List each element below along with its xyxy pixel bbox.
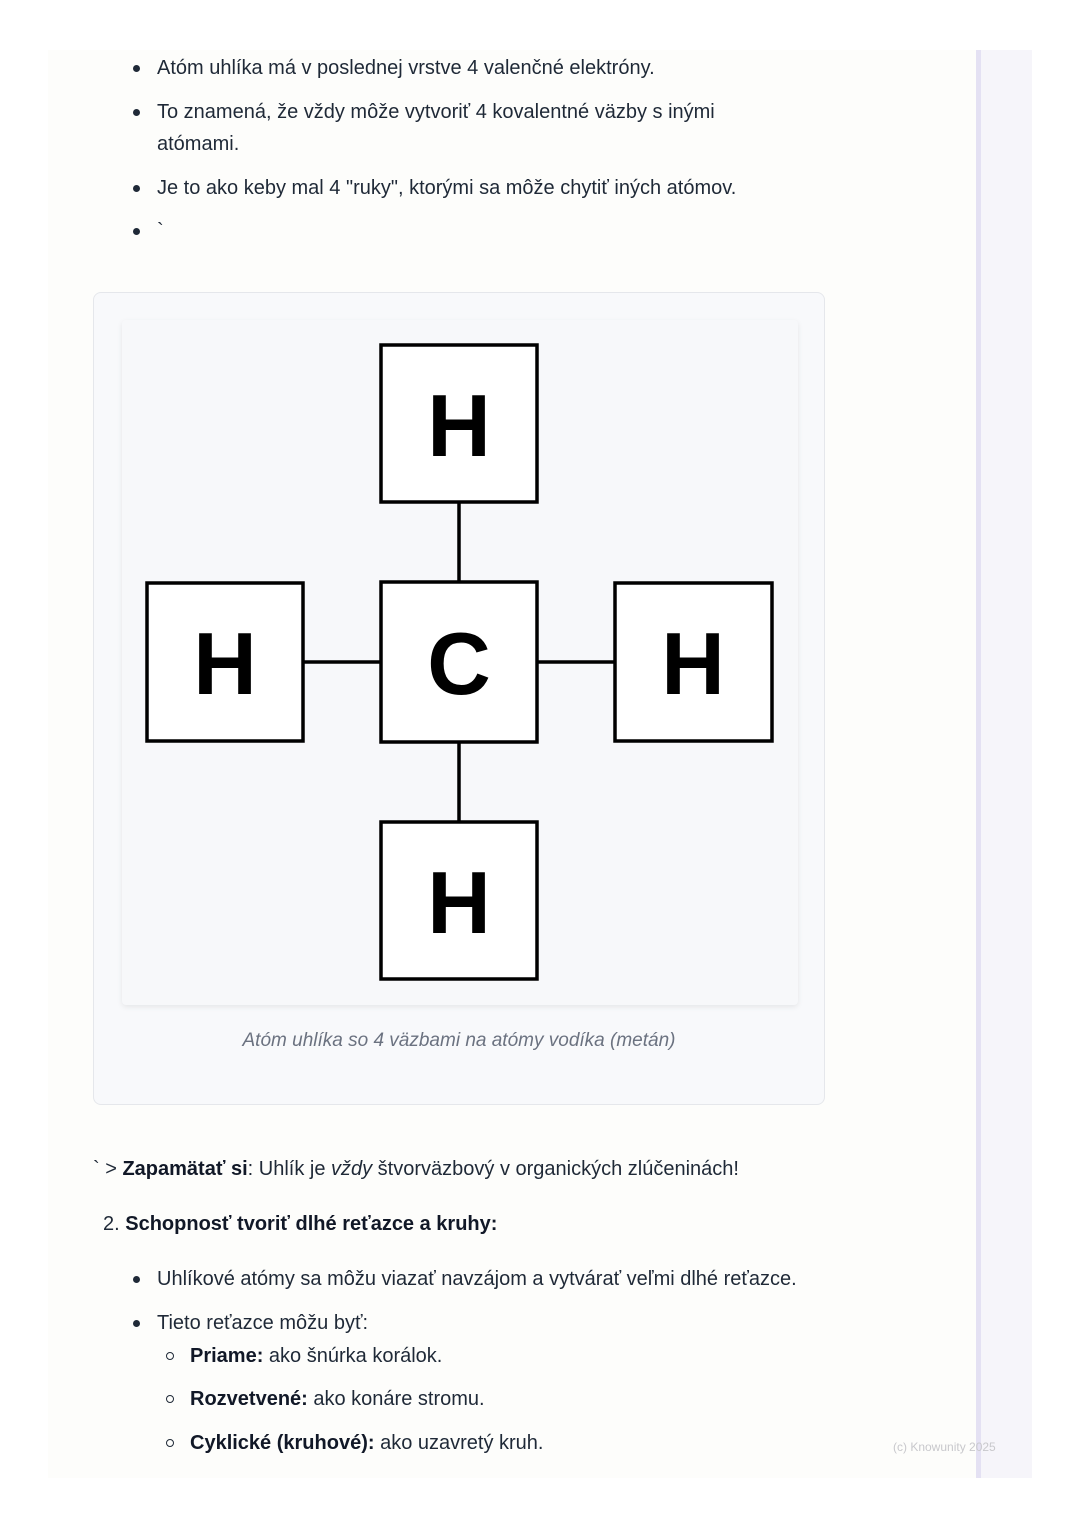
atom-label: H xyxy=(427,853,491,952)
bullet-circle-icon xyxy=(166,1439,174,1447)
remember-note xyxy=(93,1153,739,1185)
remember-text-end: štvorväzbový v organických zlúčeninách! xyxy=(372,1158,739,1180)
remember-emphasis: vždy xyxy=(331,1158,373,1180)
sub-list-item xyxy=(190,1383,485,1415)
sub-item-label: Priame: xyxy=(190,1345,264,1367)
list-item xyxy=(157,96,715,160)
bullet-dot-icon xyxy=(133,185,140,192)
bullet-dot-icon xyxy=(133,1276,140,1283)
section-title: Schopnosť tvoriť dlhé reťazce a kruhy: xyxy=(125,1213,498,1235)
sub-list-item xyxy=(190,1427,543,1459)
list-item-text: Atóm uhlíka má v poslednej vrstve 4 valenčné elektróny. xyxy=(157,57,655,79)
remember-label: Zapamätať si xyxy=(122,1158,248,1180)
atom-top xyxy=(381,345,537,502)
sub-item-text: ako konáre stromu. xyxy=(307,1388,485,1410)
sub-item-label: Rozvetvené: xyxy=(190,1388,308,1410)
section-number: 2. xyxy=(103,1213,120,1235)
sub-item-text: ako uzavretý kruh. xyxy=(374,1432,544,1454)
sub-item-label: Cyklické (kruhové): xyxy=(190,1432,375,1454)
copyright-footer: (c) Knowunity 2025 xyxy=(893,1440,996,1454)
figure-card xyxy=(93,292,825,1105)
section-heading xyxy=(103,1208,497,1240)
atom-label: H xyxy=(661,614,725,713)
sub-item-text: ako šnúrka korálok. xyxy=(263,1345,443,1367)
atom-right xyxy=(615,583,772,741)
atom-label: C xyxy=(427,614,491,713)
list-item xyxy=(157,1263,797,1295)
figure-caption: Atóm uhlíka so 4 väzbami na atómy vodíka (metán) xyxy=(242,1030,676,1051)
list-item xyxy=(157,172,736,204)
atom-bottom xyxy=(381,822,537,979)
atom-center xyxy=(381,582,537,742)
list-item xyxy=(157,1307,368,1339)
bullet-circle-icon xyxy=(166,1352,174,1360)
methane-structure-diagram xyxy=(122,320,798,1005)
atom-label: H xyxy=(427,376,491,475)
bullet-dot-icon xyxy=(133,109,140,116)
list-item-text-continuation: atómami. xyxy=(157,133,240,155)
list-item-text: Je to ako keby mal 4 "ruky", ktorými sa môže chytiť iných atómov. xyxy=(157,177,737,199)
list-item-text: Uhlíkové atómy sa môžu viazať navzájom a vytvárať veľmi dlhé reťazce. xyxy=(157,1268,797,1290)
bullet-circle-icon xyxy=(166,1395,174,1403)
remember-prefix: ` > xyxy=(93,1158,123,1180)
list-item xyxy=(157,52,655,84)
bullet-dot-icon xyxy=(133,65,140,72)
page-side-rail xyxy=(976,50,1032,1478)
atom-label: H xyxy=(193,614,257,713)
bullet-dot-icon xyxy=(133,1320,140,1327)
atom-left xyxy=(147,583,303,741)
list-item-text: ` xyxy=(157,220,164,242)
methane-structure-image xyxy=(122,320,798,1005)
sub-list-item xyxy=(190,1340,442,1372)
list-item-text: Tieto reťazce môžu byť: xyxy=(157,1312,369,1334)
remember-text: : Uhlík je xyxy=(247,1158,331,1180)
list-item-text: To znamená, že vždy môže vytvoriť 4 kovalentné väzby s inými xyxy=(157,101,715,123)
list-item xyxy=(157,215,164,247)
bullet-dot-icon xyxy=(133,228,140,235)
